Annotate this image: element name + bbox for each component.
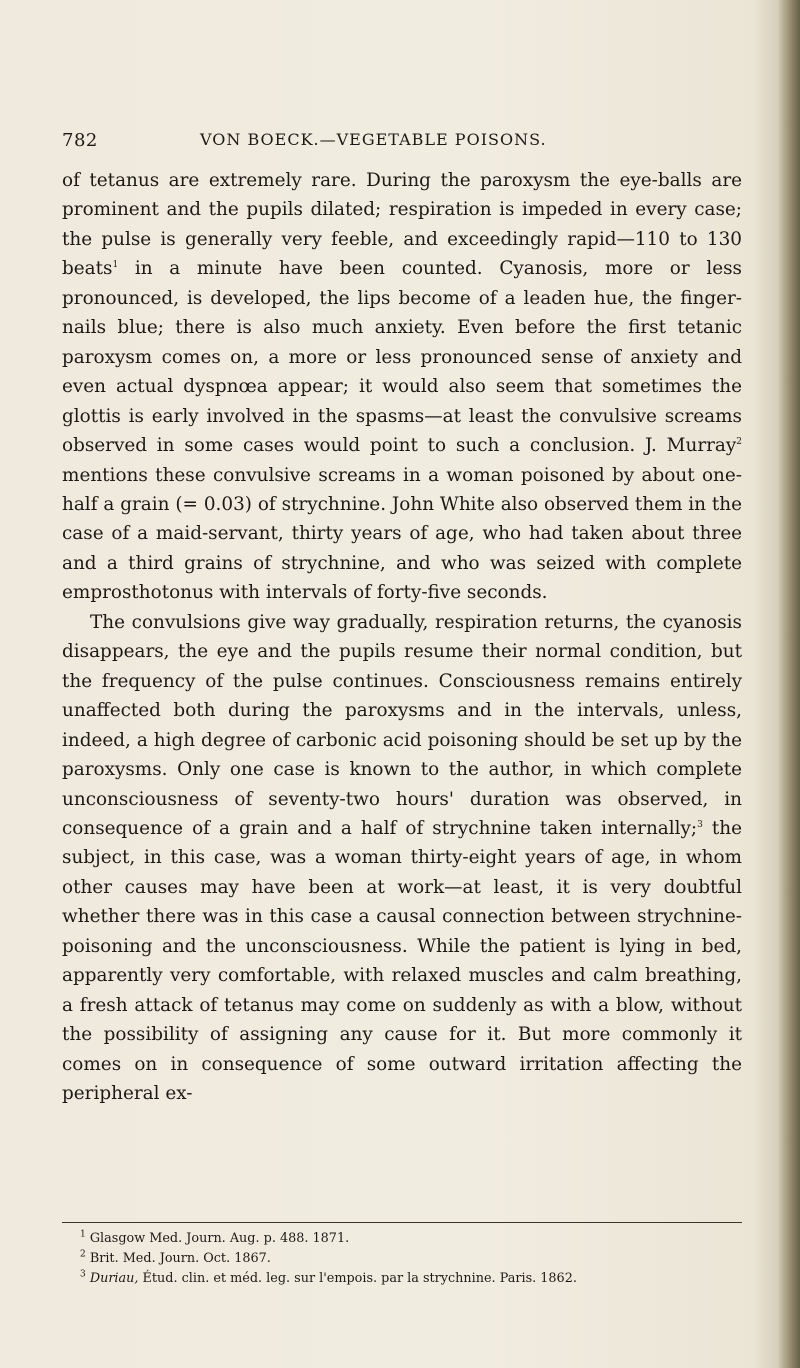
footnote xyxy=(62,1229,742,1249)
paragraph xyxy=(62,166,742,608)
page-edge-shadow xyxy=(778,0,800,1368)
footnote-mark: 3 xyxy=(80,1269,86,1280)
paragraph-text: in a minute have been counted. Cyanosis, more or less pronounced, is developed, the lips become of a leaden hue, the finger-nails blue; there is also much anxiety. Even before the first tetanic paroxysm comes on, a more or less pronounced sense of anxiety and even actual dyspnœa appear; it would also seem that sometimes the glottis is early involved in the spasms—at least the convulsive screams observed in some cases would point to such a conclusion. J. Murray xyxy=(62,258,742,457)
running-head xyxy=(62,130,742,158)
paragraph xyxy=(62,608,742,1109)
footnote-reference: 1 xyxy=(112,260,119,271)
footnote-reference: 2 xyxy=(736,436,742,447)
footnote-reference: 3 xyxy=(697,819,703,830)
footnote-text: Glasgow Med. Journ. Aug. p. 488. 1871. xyxy=(89,1231,350,1246)
footnote-text: Brit. Med. Journ. Oct. 1867. xyxy=(89,1251,271,1266)
footnote-divider xyxy=(62,1222,742,1223)
footnote xyxy=(62,1249,742,1269)
footnote xyxy=(62,1269,742,1289)
footnote-text: Étud. clin. et méd. leg. sur l'empois. par la strychnine. Paris. 1862. xyxy=(142,1271,577,1286)
paragraph-text: of tetanus are extremely rare. During the paroxysm the eye-balls are prominent and the pupils dilated; respiration is impeded in every case; the pulse is generally very feeble, and exceedingly rapid—110 to 130 beats xyxy=(62,170,742,280)
paragraph-text: the subject, in this case, was a woman thirty-eight years of age, in whom other causes may have been at work—at least, it is very doubtful whether there was in this case a causal connection between strychnine-poisoning and the unconsciousness. While the patient is lying in bed, apparently very comfortable, with relaxed muscles and calm breathing, a fresh attack of tetanus may come on suddenly as with a blow, without the possibility of assigning any cause for it. But more commonly it comes on in consequence of some outward irritation affecting the peripheral ex- xyxy=(62,817,743,1105)
footnote-mark: 2 xyxy=(80,1249,86,1260)
paragraph-text: mentions these convulsive screams in a woman poisoned by about one-half a grain (= 0.03) of strychnine. John White also observed them in the case of a maid-servant, thirty years of age, who had taken about three and a third grains of strychnine, and who was seized with complete emprosthotonus with intervals of forty-five seconds. xyxy=(62,464,742,604)
body-text xyxy=(62,166,742,1109)
running-title: VON BOECK.—VEGETABLE POISONS. xyxy=(200,130,547,149)
footnote-author: Duriau, xyxy=(89,1271,139,1286)
paragraph-text: The convulsions give way gradually, respiration returns, the cyanosis disappears, the eye and the pupils resume their normal condition, but the frequency of the pulse continues. Consciousness remains entirely unaffected both during the paroxysms and in the intervals, unless, indeed, a high degree of carbonic acid poisoning should be set up by the paroxysms. Only one case is known to the author, in which complete unconsciousness of seventy-two hours' duration was observed, in consequence of a grain and a half of strychnine taken internally; xyxy=(62,611,742,839)
footnote-mark: 1 xyxy=(80,1229,86,1240)
page-number: 782 xyxy=(62,130,98,151)
footnotes xyxy=(62,1229,742,1289)
